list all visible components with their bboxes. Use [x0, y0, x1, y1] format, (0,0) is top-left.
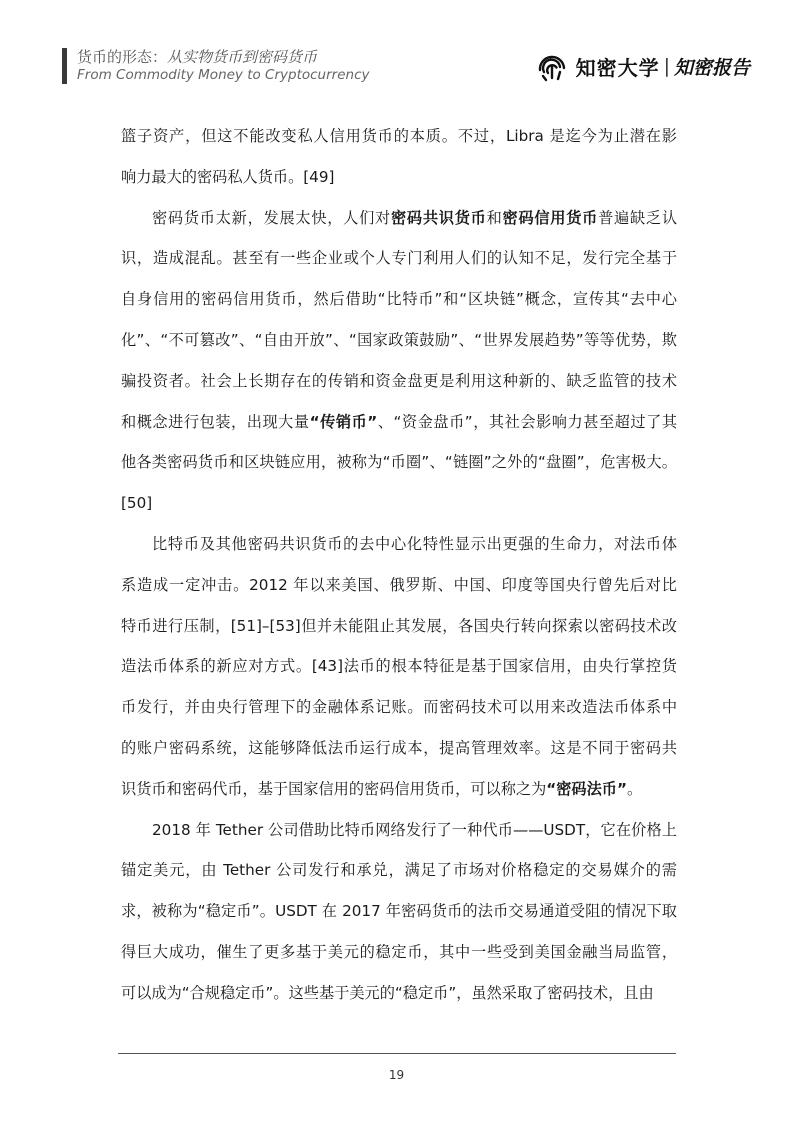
text-run: 币发行，并由央行管理下的金融体系记账。而密码技术可以用来改造法币体系中: [121, 698, 677, 717]
paragraph: [121, 810, 677, 1014]
text-line: [121, 646, 677, 687]
text-run: 可以成为“合规稳定币”。这些基于美元的“稳定币”，虽然采取了密码技术，且由: [121, 983, 654, 1002]
text-run: 的账户密码系统，这能够降低法币运行成本，提高管理效率。这是不同于密码共: [121, 738, 677, 757]
text-line: [121, 524, 677, 565]
text-run: 响力最大的密码私人货币。[49]: [121, 167, 335, 186]
text-line: [121, 198, 677, 239]
text-line: [121, 687, 677, 728]
text-line: [121, 728, 677, 769]
bold-term: 密码信用货币: [502, 208, 599, 227]
text-run: 识，造成混乱。甚至有一些企业或个人专门利用人们的认知不足，发行完全基于: [121, 249, 677, 268]
text-line: [121, 361, 677, 402]
text-line: [121, 810, 677, 851]
text-line: [121, 973, 677, 1014]
text-run: 篮子资产，但这不能改变私人信用货币的本质。不过，Libra 是迄今为止潜在影: [121, 127, 677, 145]
brand-logo: [534, 44, 750, 88]
bold-term: “传销币”: [309, 412, 378, 431]
bold-term: 密码共识货币: [390, 208, 487, 227]
bold-term: “密码法币”: [546, 779, 627, 798]
document-title: [77, 46, 317, 67]
text-run: 和: [486, 208, 503, 227]
text-line: [121, 320, 677, 361]
text-run: 求，被称为“稳定币”。USDT 在 2017 年密码货币的法币交易通道受阻的情况下取: [121, 902, 677, 921]
paragraph: [121, 198, 677, 524]
text-line: [121, 238, 677, 279]
title-italic: 从实物货币到密码货币: [167, 48, 318, 66]
paragraph: [121, 524, 677, 810]
text-run: 比特币及其他密码共识货币的去中心化特性显示出更强的生命力，对法币体: [152, 534, 677, 553]
text-run: 锚定美元，由 Tether 公司发行和承兑，满足了市场对价格稳定的交易媒介的需: [121, 861, 677, 880]
text-line: [121, 769, 677, 810]
text-run: 和概念进行包装，出现大量: [121, 412, 310, 431]
text-run: 2018 年 Tether 公司借助比特币网络发行了一种代币——USDT，它在价格上: [152, 820, 677, 839]
brand-report: 知密报告: [673, 56, 750, 79]
text-run: 识货币和密码代币，基于国家信用的密码信用货币，可以称之为: [121, 779, 547, 798]
text-line: [121, 279, 677, 320]
text-run: 。: [626, 779, 643, 798]
paragraph: [121, 116, 677, 198]
text-line: [121, 932, 677, 973]
text-run: [50]: [121, 494, 153, 513]
text-run: 密码货币太新，发展太快，人们对: [152, 208, 391, 227]
text-line: [121, 483, 677, 524]
title-plain: 货币的形态：: [77, 48, 168, 66]
text-run: 、“资金盘币”，其社会影响力甚至超过了其: [377, 412, 677, 431]
brand-separator: |: [663, 55, 670, 77]
text-run: 系造成一定冲击。2012 年以来美国、俄罗斯、中国、印度等国央行曾先后对比: [121, 575, 677, 594]
text-line: [121, 606, 677, 647]
page-header: [60, 44, 750, 94]
fingerprint-icon: [534, 48, 570, 84]
brand-name: 知密大学: [575, 55, 660, 80]
text-run: 得巨大成功，催生了更多基于美元的稳定币，其中一些受到美国金融当局监管，: [121, 942, 677, 961]
text-line: [121, 116, 677, 157]
text-line: [121, 850, 677, 891]
text-line: [121, 402, 677, 443]
text-line: [121, 442, 677, 483]
footer-rule: [118, 1053, 676, 1054]
text-run: 他各类密码货币和区块链应用，被称为“币圈”、“链圈”之外的“盘圈”，危害极大。: [121, 453, 677, 472]
text-line: [121, 157, 677, 198]
text-line: [121, 891, 677, 932]
text-run: 普遍缺乏认: [598, 208, 677, 227]
text-run: 骗投资者。社会上长期存在的传销和资金盘更是利用这种新的、缺乏监管的技术: [121, 371, 677, 390]
text-run: 化”、“不可篡改”、“自由开放”、“国家政策鼓励”、“世界发展趋势”等等优势，欺: [121, 330, 677, 349]
text-run: 特币进行压制，[51]–[53]但并未能阻止其发展，各国央行转向探索以密码技术改: [121, 616, 677, 635]
text-line: [121, 565, 677, 606]
header-accent-bar: [62, 48, 67, 84]
document-subtitle: From Commodity Money to Cryptocurrency: [77, 67, 370, 83]
text-run: 造法币体系的新应对方式。[43]法币的根本特征是基于国家信用，由央行掌控货: [121, 657, 677, 676]
text-run: 自身信用的密码信用货币，然后借助“比特币”和“区块链”概念，宣传其“去中心: [121, 290, 677, 309]
main-text: [121, 116, 677, 1014]
page-number: 19: [388, 1068, 405, 1082]
